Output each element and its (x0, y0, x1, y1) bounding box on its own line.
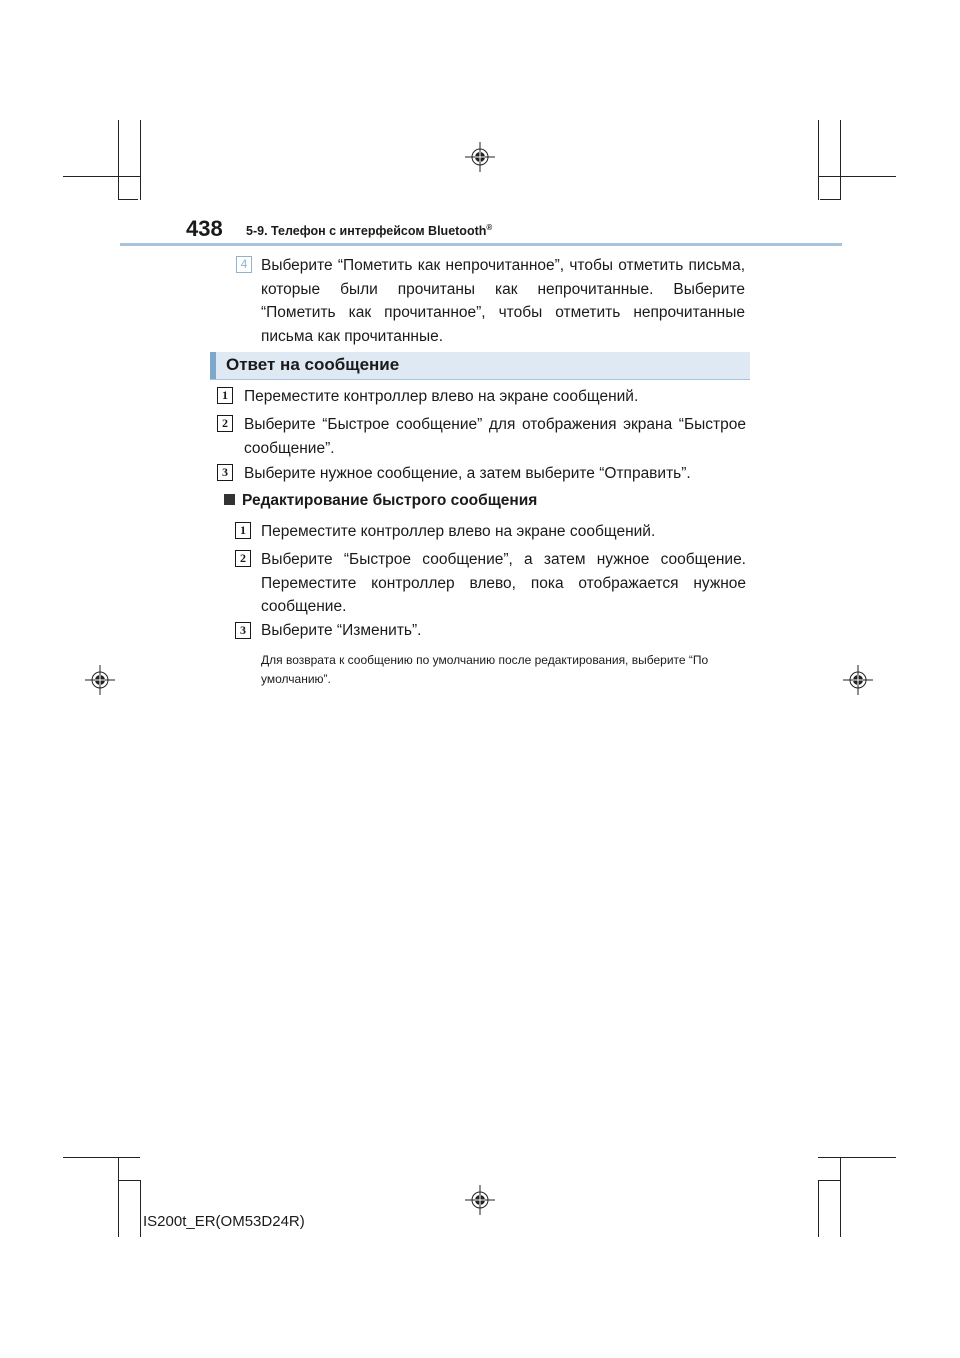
step-number-badge: 4 (236, 256, 252, 273)
registration-mark-icon (465, 1185, 495, 1215)
step-number-badge: 2 (217, 415, 233, 432)
step-number-badge: 1 (235, 522, 251, 539)
step-number-badge: 3 (217, 464, 233, 481)
square-bullet-icon (224, 494, 235, 505)
registration-mark-icon (843, 665, 873, 695)
step-number-badge: 1 (217, 387, 233, 404)
subsection-title (224, 492, 537, 510)
subsection-title-text: Редактирование быстрого сообщения (242, 492, 538, 509)
crop-mark (118, 120, 119, 200)
crop-mark (818, 120, 819, 200)
crop-mark (63, 176, 140, 177)
crop-mark (818, 1180, 840, 1181)
step-text: Выберите “Быстрое сообщение”, а затем нужное сообщение. Переместите контроллер влево, пока отображается нужное сообщение. (261, 551, 746, 615)
crop-mark (840, 1157, 841, 1237)
section-accent (210, 352, 216, 379)
chapter-title-text: 5-9. Телефон с интерфейсом Bluetooth (246, 224, 487, 239)
step-text: Выберите нужное сообщение, а затем выберите “Отправить”. (244, 465, 691, 482)
crop-mark (63, 1157, 140, 1158)
crop-mark (820, 199, 840, 200)
header-rule (120, 243, 842, 246)
document-code: IS200t_ER(OM53D24R) (143, 1213, 305, 1230)
step-text: Выберите “Пометить как непрочитанное”, чтобы отметить письма, которые были прочитаны как непрочитанные. Выберите “Пометить как прочитанное”, чтобы отметить непрочитанные письма как прочитанные. (261, 257, 745, 345)
step-number-badge: 2 (235, 550, 251, 567)
crop-mark (118, 199, 138, 200)
section-title: Ответ на сообщение (226, 355, 400, 374)
step-text: Выберите “Изменить”. (261, 622, 422, 639)
page-number: 438 (186, 216, 223, 241)
note-text: Для возврата к сообщению по умолчанию после редактирования, выберите “По умолчанию”. (261, 653, 709, 686)
crop-mark (818, 1180, 819, 1237)
crop-mark (840, 120, 841, 200)
step-text: Переместите контроллер влево на экране сообщений. (244, 388, 639, 405)
section-header (210, 352, 750, 380)
step-text: Выберите “Быстрое сообщение” для отображения экрана “Быстрое сообщение”. (244, 416, 746, 457)
crop-mark (140, 120, 141, 200)
registration-mark-icon (85, 665, 115, 695)
crop-mark (118, 1157, 119, 1237)
crop-mark (818, 1157, 896, 1158)
crop-mark (118, 1180, 140, 1181)
crop-mark (140, 1180, 141, 1237)
step-text: Переместите контроллер влево на экране сообщений. (261, 523, 656, 540)
chapter-title (246, 223, 492, 238)
registered-mark: ® (486, 223, 493, 232)
registration-mark-icon (465, 142, 495, 172)
crop-mark (818, 176, 896, 177)
step-number-badge: 3 (235, 622, 251, 639)
